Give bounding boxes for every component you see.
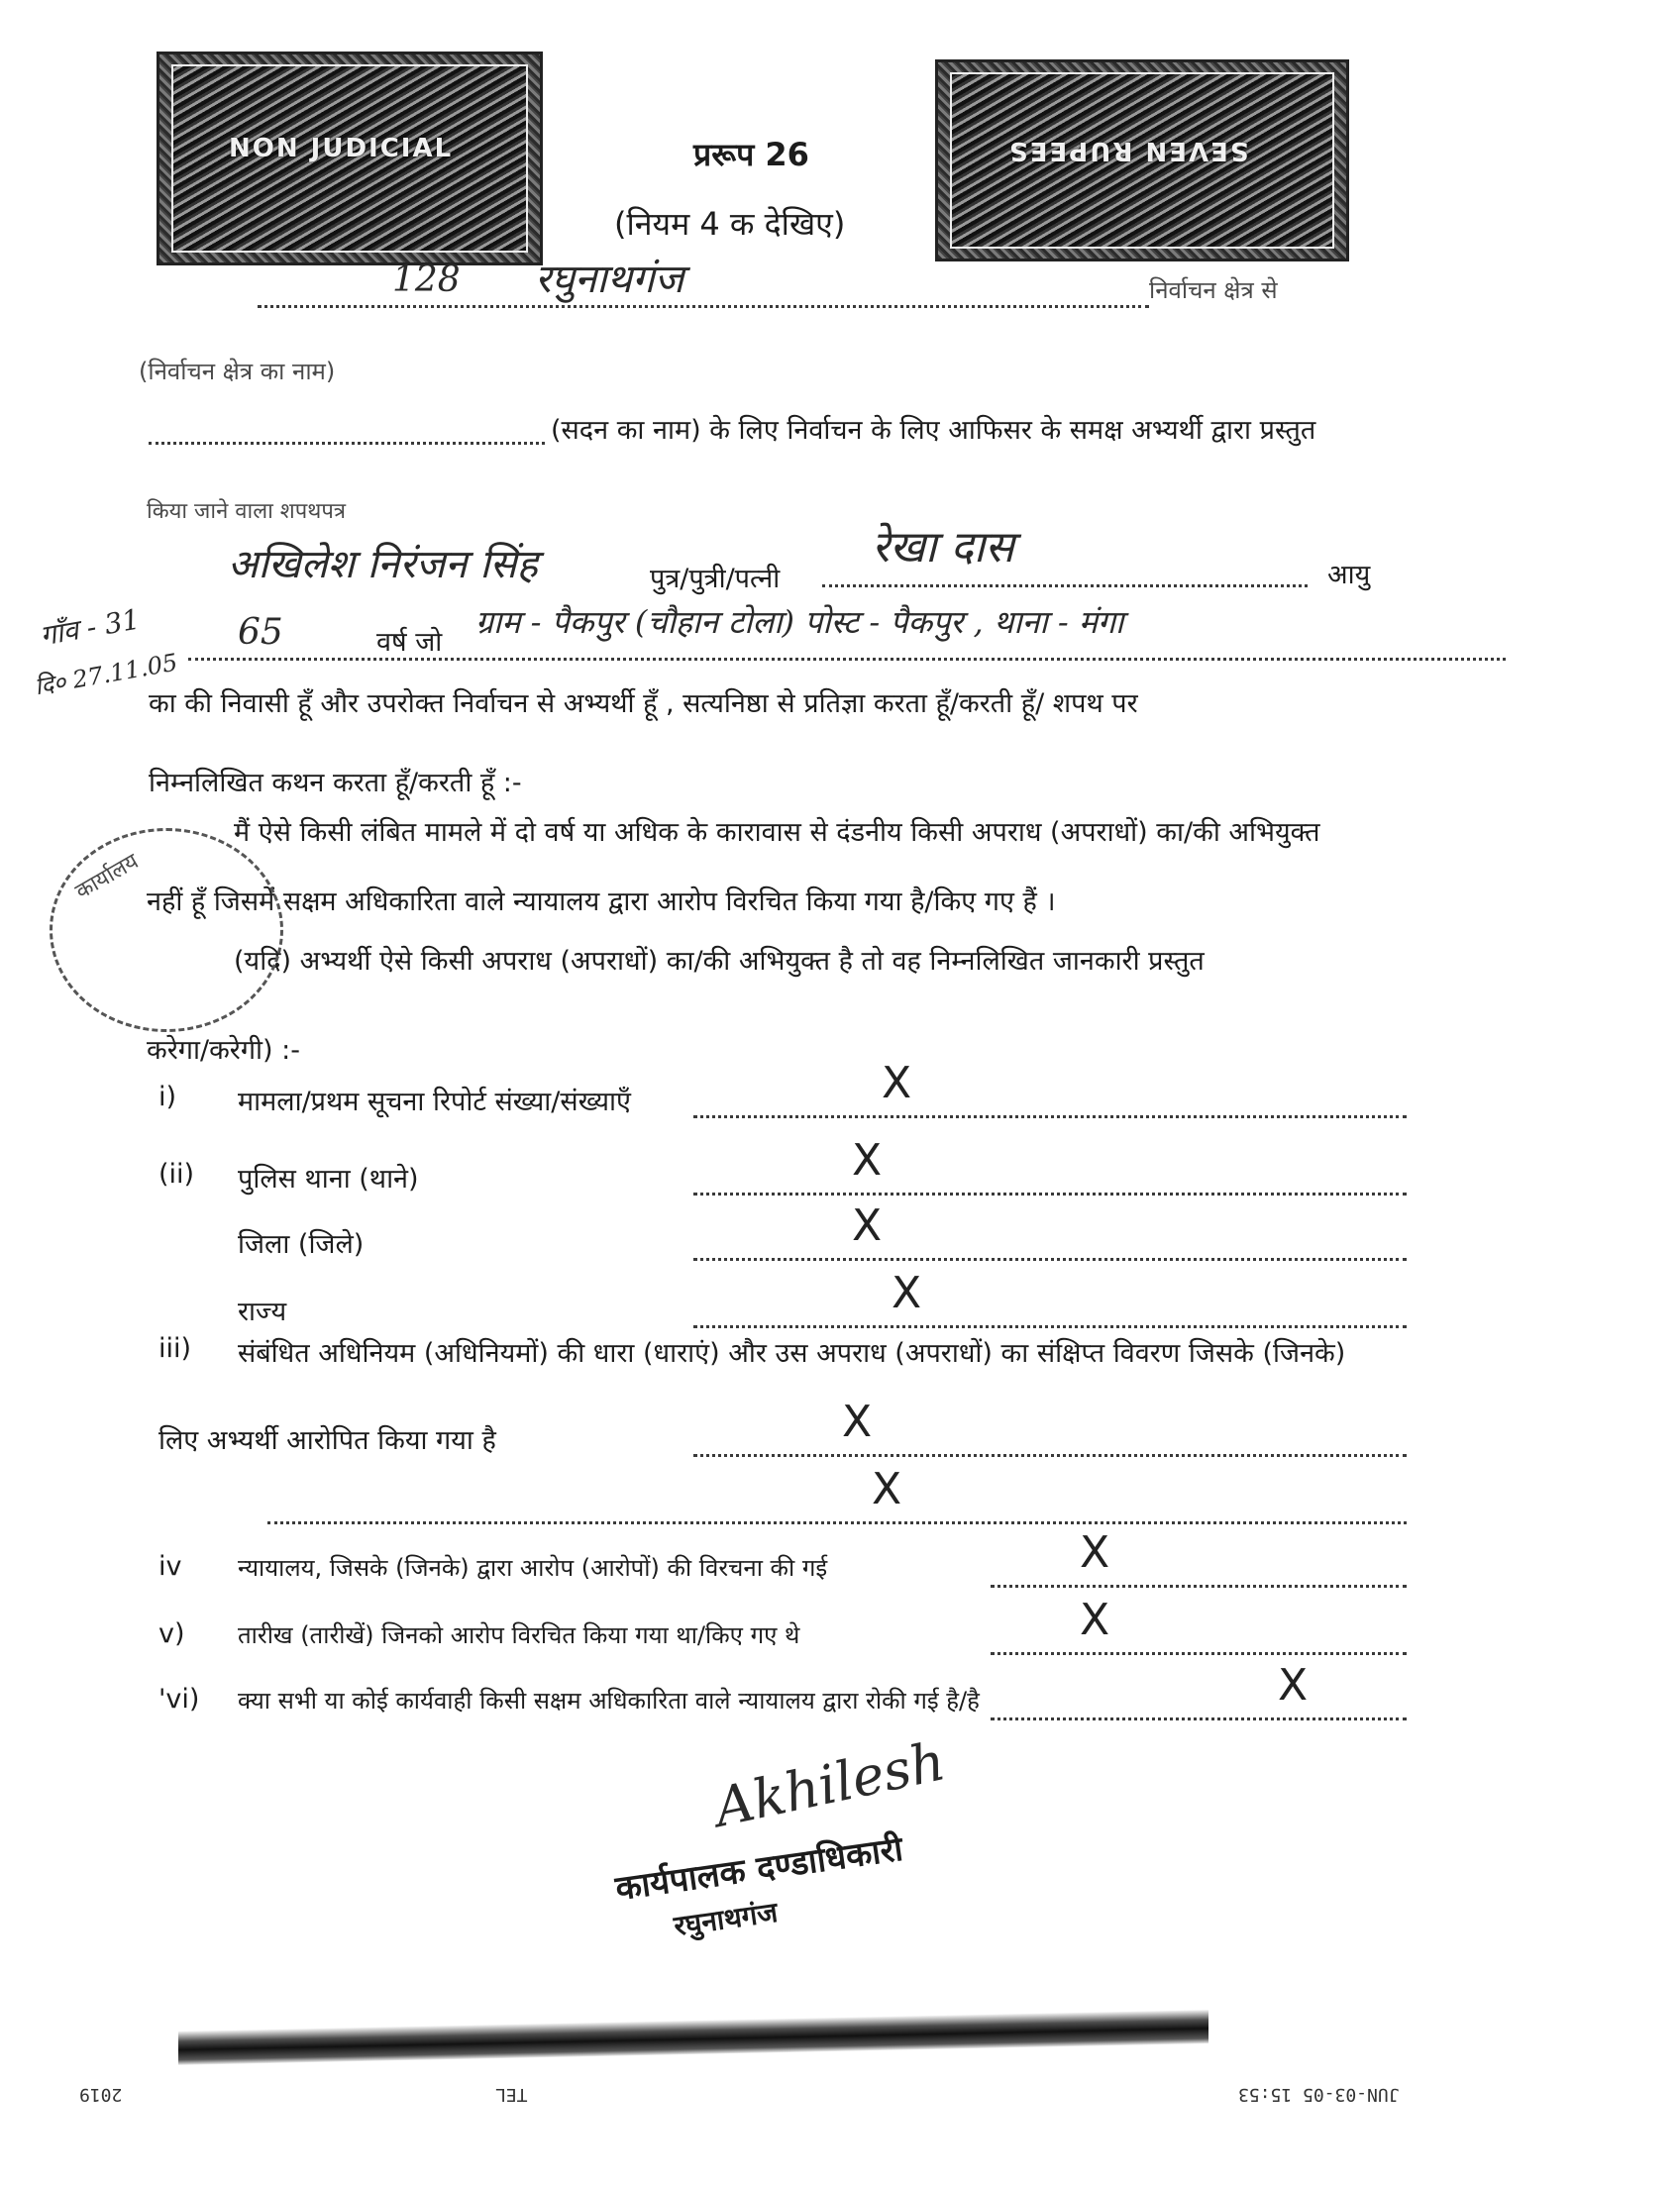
item-label: संबंधित अधिनियम (अधिनियमों) की धारा (धाराएं) और उस अपराध (अपराधों) का संक्षिप्त विवरण जिसके (जिनके) xyxy=(238,1338,1346,1369)
constituency-name: रघुनाथगंज xyxy=(535,257,684,302)
item-number: iv xyxy=(158,1551,182,1582)
item-cross-mark: X xyxy=(1080,1527,1110,1578)
footer-middle: TEL xyxy=(495,2084,528,2105)
body-line-5: (यदि) अभ्यर्थी ऐसे किसी अपराध (अपराधों) का/की अभियुक्त है तो वह निम्नलिखित जानकारी प्रस्तुत xyxy=(234,946,1205,977)
item-cross-mark: X xyxy=(1278,1660,1309,1711)
item-dots xyxy=(991,1717,1407,1720)
item-cross-mark: X xyxy=(852,1135,883,1186)
item-label: राज्य xyxy=(238,1297,287,1327)
left-stamp-paper xyxy=(157,52,543,265)
item-label: लिए अभ्यर्थी आरोपित किया गया है xyxy=(158,1425,496,1456)
item-cross-mark: X xyxy=(892,1268,922,1318)
item-number: v) xyxy=(158,1618,185,1649)
item-dots xyxy=(991,1652,1407,1655)
constituency-number: 128 xyxy=(392,260,461,300)
body-line-6: करेगा/करेगी) :- xyxy=(147,1035,300,1066)
item-number: 'vi) xyxy=(158,1684,200,1715)
item-label: न्यायालय, जिसके (जिनके) द्वारा आरोप (आरोपों) की विरचना की गई xyxy=(238,1554,828,1582)
item-label: क्या सभी या कोई कार्यवाही किसी सक्षम अधिकारिता वाले न्यायालय द्वारा रोकी गई है/है xyxy=(238,1687,980,1715)
deponent-address: ग्राम - पैकपुर (चौहान टोला) पोस्ट - पैकपुर , थाना - मंगा xyxy=(475,603,1124,641)
right-stamp-text: SEVEN RUPEES xyxy=(1007,136,1249,165)
body-line-2: निम्नलिखित कथन करता हूँ/करती हूँ :- xyxy=(149,768,522,798)
age-value: 65 xyxy=(238,612,283,653)
item-label: जिला (जिले) xyxy=(238,1229,365,1260)
signature: Akhilesh xyxy=(709,1729,951,1839)
constituency-suffix: निर्वाचन क्षेत्र से xyxy=(1149,276,1278,304)
constituency-name-label: (निर्वाचन क्षेत्र का नाम) xyxy=(139,358,336,385)
item-number: (ii) xyxy=(158,1159,195,1190)
item-dots xyxy=(693,1454,1407,1457)
house-dots xyxy=(149,442,545,445)
footer-left: 2019 xyxy=(79,2084,123,2105)
officer-stamp-line-2: रघुनाथगंज xyxy=(672,1895,781,1943)
item-cross-mark: X xyxy=(1080,1595,1110,1645)
relation-label: पुत्र/पुत्री/पत्नी xyxy=(650,564,781,594)
age-label: आयु xyxy=(1327,560,1371,590)
item-dots xyxy=(267,1521,1407,1524)
item-number: iii) xyxy=(158,1333,192,1364)
item-dots xyxy=(693,1258,1407,1261)
officer-stamp-line-1: कार्यपालक दण्डाधिकारी xyxy=(612,1828,905,1910)
body-line-4: नहीं हूँ जिसमें सक्षम अधिकारिता वाले न्यायालय द्वारा आरोप विरचित किया गया है/किए गए हैं । xyxy=(147,886,1056,917)
left-stamp-text: NON JUDICIAL xyxy=(229,134,454,163)
margin-note-1: गाँव - 31 xyxy=(37,602,143,653)
father-name: रेखा दास xyxy=(872,522,1014,572)
scan-band xyxy=(178,2010,1208,2065)
item-dots xyxy=(991,1585,1407,1588)
margin-note-2: दि० 27.11.05 xyxy=(32,648,180,701)
office-seal xyxy=(50,828,283,1032)
item-cross-mark: X xyxy=(842,1397,873,1447)
form-title: प्ररूप 26 xyxy=(693,136,809,173)
item-label: तारीख (तारीखें) जिनको आरोप विरचित किया गया था/किए गए थे xyxy=(238,1621,800,1649)
item-dots xyxy=(693,1325,1407,1328)
item-dots xyxy=(693,1115,1407,1118)
right-stamp-paper xyxy=(935,59,1349,261)
body-line-3: मैं ऐसे किसी लंबित मामले में दो वर्ष या अधिक के कारावास से दंडनीय किसी अपराध (अपराधों) का/की अभियुक्त xyxy=(234,817,1320,848)
rule-reference: (नियम 4 क देखिए) xyxy=(614,205,846,243)
item-label: पुलिस थाना (थाने) xyxy=(238,1164,419,1195)
item-number: i) xyxy=(158,1082,177,1112)
body-line-1: का की निवासी हूँ और उपरोक्त निर्वाचन से अभ्यर्थी हूँ , सत्यनिष्ठा से प्रतिज्ञा करता हूँ/करती हूँ/ शपथ पर xyxy=(149,688,1138,719)
affidavit-line: किया जाने वाला शपथपत्र xyxy=(147,499,346,524)
constituency-dots xyxy=(258,305,1149,308)
address-dots xyxy=(188,658,1506,661)
footer-right: JUN-03-05 15:53 xyxy=(1238,2084,1400,2105)
item-cross-mark: X xyxy=(882,1058,912,1108)
house-line: (सदन का नाम) के लिए निर्वाचन के लिए आफिसर के समक्ष अभ्यर्थी द्वारा प्रस्तुत xyxy=(551,415,1316,446)
relation-dots xyxy=(822,584,1308,587)
item-dots xyxy=(693,1193,1407,1196)
item-label: मामला/प्रथम सूचना रिपोर्ट संख्या/संख्याएँ xyxy=(238,1087,631,1117)
years-label: वर्ष जो xyxy=(376,627,443,658)
office-seal-text: कार्यालय xyxy=(71,849,144,905)
item-cross-mark: X xyxy=(852,1200,883,1251)
deponent-name: अखिलेश निरंजन सिंह xyxy=(228,542,538,587)
item-cross-mark: X xyxy=(872,1464,902,1514)
